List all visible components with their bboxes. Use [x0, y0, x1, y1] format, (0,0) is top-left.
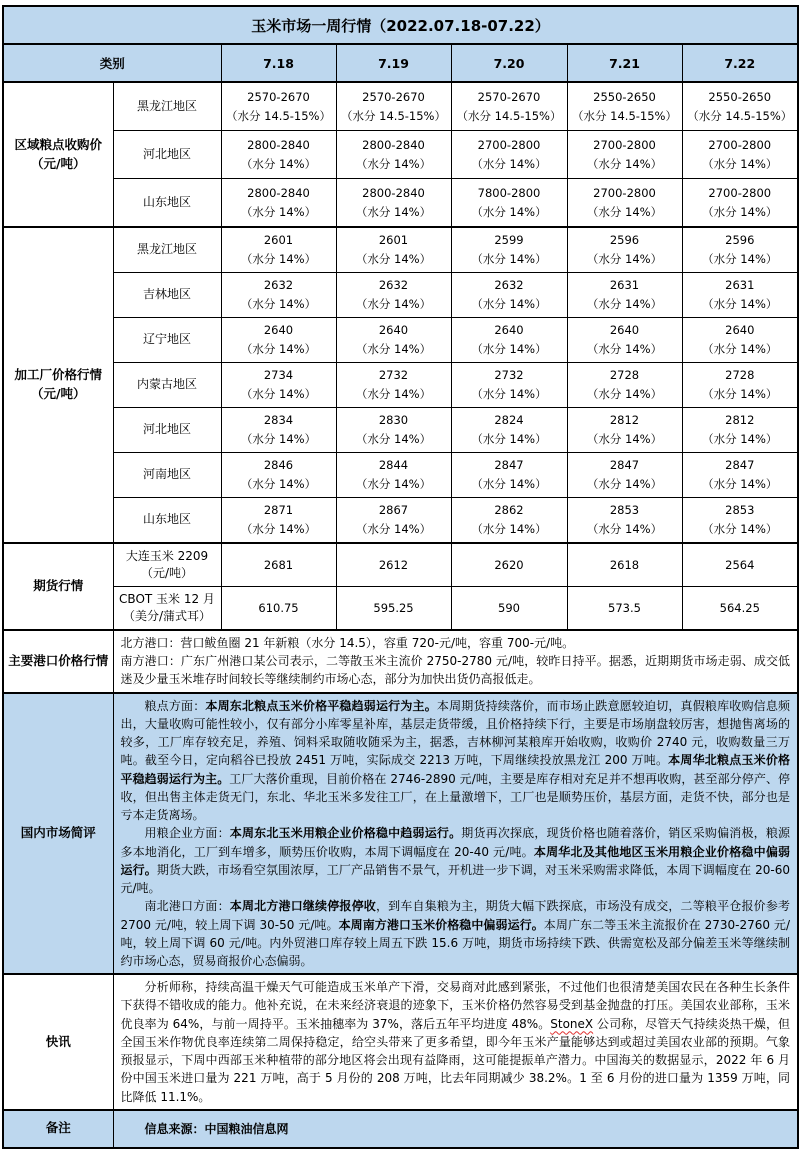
price-value-cell	[567, 179, 682, 228]
price-value-cell	[336, 82, 451, 131]
row-label-line: 大连玉米 2209	[125, 548, 209, 563]
price-value: 2867	[378, 503, 409, 518]
paragraph	[121, 697, 791, 825]
moisture-note: （水分 14%）	[471, 252, 547, 266]
price-row	[3, 587, 798, 631]
price-value-cell	[451, 273, 567, 318]
corn-market-weekly-table	[2, 5, 799, 1149]
price-value-cell	[682, 408, 798, 453]
price-value: 2847	[494, 458, 524, 473]
price-value: 2612	[378, 557, 409, 572]
price-value-cell	[336, 131, 451, 179]
price-value-cell	[451, 227, 567, 273]
moisture-note: （水分 14%）	[355, 342, 432, 356]
price-value: 2844	[378, 458, 409, 473]
price-value-cell	[567, 273, 682, 318]
price-value-cell	[567, 498, 682, 544]
moisture-note: （水分 14%）	[586, 204, 663, 219]
price-value-cell	[682, 498, 798, 544]
moisture-note: （水分 14%）	[355, 477, 432, 491]
price-value: 2824	[494, 413, 524, 428]
price-value-cell	[336, 587, 451, 631]
section-label-line: 期货行情	[33, 578, 84, 594]
row-label-line: 黑龙江地区	[136, 98, 197, 113]
price-value-cell	[451, 408, 567, 453]
paragraph	[121, 897, 791, 970]
price-value-cell	[682, 587, 798, 631]
row-label-line: 山东地区	[142, 512, 191, 527]
moisture-note: （水分 14%）	[702, 156, 778, 171]
price-value-cell	[336, 363, 451, 408]
price-value-cell	[567, 587, 682, 631]
price-value: 2631	[725, 278, 755, 293]
price-value: 2853	[609, 503, 640, 518]
price-value-cell	[451, 543, 567, 587]
text-segment: 分析师称，持续高温干燥天气可能造成玉米单产下滑，交易商对此感到紧张，不过他们也很清楚美国农民在各种生长条件下获得不错收成的能力。他补充说，在未来经济衰退的迹象下，玉米价格仍然容易受到基金抛盘的打压。美国农业部称，玉米优良率为 64%，与前一周持平。玉米抽穗率为 37%，落后五年平均进度 48%。	[120, 980, 791, 1031]
price-table-body	[3, 6, 798, 1148]
price-value-cell	[221, 498, 336, 544]
price-value-cell	[682, 273, 798, 318]
moisture-note: （水分 14%）	[586, 156, 663, 171]
review-label: 国内市场简评	[3, 693, 113, 975]
page-title: 玉米市场一周行情（2022.07.18-07.22）	[3, 6, 798, 44]
price-value-cell	[682, 227, 798, 273]
date-header: 7.20	[451, 44, 567, 82]
price-value: 2800-2840	[362, 185, 425, 200]
price-value: 2847	[725, 458, 755, 473]
price-value: 2800-2840	[247, 137, 310, 152]
text-segment: 公司称，尽管天气持续炎热干燥，但全国玉米作物优良率连续第二周保持稳定，给空头带来了更多希望，即今年玉米产量能够达到或超过美国农业部的预期。气象预报显示，下周中西部玉米种植带的部分地区将会出现有益降雨，这可能提振单产潜力。中国海关的数据显示，2022 年 6 月份中国玉米进口量为 221 万吨，高于 5 月份的 208 万吨，比去年同期减少 38.2%。1 至 6 月份的进口量为 1359 万吨，同比降低 11.1%。	[120, 1016, 791, 1104]
price-value: 2700-2800	[708, 137, 772, 152]
text-segment: 本周期货持续落价，而市场止跌意愿较迫切，真假粮库收购信息频出，大量收购可能性较小，仅有部分小库零星补库，基层走货带缓，且价格持续下行，主要是市场崩盘较厉害，想抛售离场的较多，工厂库存较充足，养殖、饲料采取随收随采为主，据悉，吉林柳河某粮库开始收购，收购价 2740 元，收购数量三万吨。截至今日，定向稻谷已投放 2451 万吨，实际成交 2213 万吨，下周继续投放黑龙江 200 万吨。	[120, 698, 791, 768]
row-label-line: （美分/蒲式耳）	[122, 609, 212, 623]
news-content	[113, 974, 798, 1110]
section-label-cell	[3, 543, 113, 630]
price-value-cell	[567, 82, 682, 131]
section-label-cell	[3, 82, 113, 227]
ports-label: 主要港口价格行情	[3, 630, 113, 693]
moisture-note: （水分 14%）	[586, 252, 663, 266]
price-value: 2700-2800	[593, 185, 656, 200]
price-value: 595.25	[373, 600, 414, 615]
row-label-cell	[113, 179, 221, 228]
moisture-note: （水分 14%）	[471, 297, 547, 311]
price-value-cell	[451, 363, 567, 408]
moisture-note: （水分 14%）	[702, 252, 778, 266]
row-label-line: 内蒙古地区	[136, 377, 197, 392]
moisture-note: （水分 14%）	[702, 204, 778, 219]
price-value-cell	[336, 408, 451, 453]
price-row	[3, 408, 798, 453]
row-label-line: 山东地区	[142, 194, 191, 209]
text-segment: 北方港口：营口鲅鱼圈 21 年新粮（水分 14.5），容重 720-元/吨，容重 700-元/吨。	[120, 636, 575, 650]
price-row	[3, 318, 798, 363]
price-value: 2728	[725, 368, 755, 383]
review-content	[113, 693, 798, 975]
price-value: 2601	[378, 233, 409, 248]
row-label-line: （元/吨）	[140, 566, 194, 580]
price-value-cell	[682, 179, 798, 228]
row-label-cell	[113, 498, 221, 544]
moisture-note: （水分 14.5-15%）	[341, 108, 446, 123]
row-label-cell	[113, 227, 221, 273]
price-value: 590	[498, 600, 520, 615]
paragraph	[121, 634, 791, 652]
row-label-line: 河北地区	[142, 146, 191, 161]
price-value-cell	[451, 453, 567, 498]
price-value-cell	[682, 131, 798, 179]
price-value: 2632	[263, 278, 294, 293]
moisture-note: （水分 14%）	[240, 297, 317, 311]
moisture-note: （水分 14%）	[471, 477, 547, 491]
price-row	[3, 498, 798, 544]
moisture-note: （水分 14%）	[586, 387, 663, 401]
text-segment: 南方港口：广东广州港口某公司表示，二等散玉米主流价 2750-2780 元/吨，较昨日持平。据悉，近期期货市场走弱、成交低迷及少量玉米堆存时间较长等继续制约市场心态，部分为加快出货仍高报低走。	[120, 654, 791, 687]
price-value-cell	[221, 408, 336, 453]
price-value-cell	[336, 179, 451, 228]
row-label-line: 黑龙江地区	[136, 242, 197, 257]
price-value: 2700-2800	[477, 137, 541, 152]
text-segment: 信息来源：中国粮油信息网	[144, 1121, 289, 1136]
moisture-note: （水分 14%）	[240, 432, 317, 446]
price-value-cell	[682, 543, 798, 587]
moisture-note: （水分 14%）	[240, 252, 317, 266]
price-value-cell	[451, 82, 567, 131]
moisture-note: （水分 14%）	[702, 342, 778, 356]
moisture-note: （水分 14.5-15%）	[687, 108, 793, 123]
ports-content	[113, 630, 798, 693]
paragraph	[121, 824, 791, 897]
price-value: 2632	[494, 278, 524, 293]
text-segment: 期货大跌，市场看空氛围浓厚，工厂产品销售不景气，开机进一步下调，对玉米采购需求降低，本周下调幅度在 20-60 元/吨。	[120, 862, 791, 896]
price-value: 2564	[725, 557, 755, 572]
text-segment: 工厂大落价重现，目前价格在 2746-2890 元/吨，主要是库存相对充足并不想再收购，甚至部分停产、停收，但出售主体走货无门，东北、华北玉米多发往工厂，在上量激增下，工厂也是顺势压价，基层方面，走货不快，部分也是亏本走货离场。	[120, 771, 791, 823]
section-label-line: （元/吨）	[30, 155, 86, 171]
price-value: 2846	[263, 458, 294, 473]
price-value: 2620	[494, 557, 524, 572]
price-value: 2871	[263, 503, 294, 518]
moisture-note: （水分 14%）	[471, 522, 547, 536]
price-value: 2681	[263, 557, 294, 572]
moisture-note: （水分 14%）	[240, 156, 317, 171]
price-value: 2734	[263, 368, 294, 383]
price-value-cell	[221, 82, 336, 131]
price-value: 2570-2670	[477, 89, 541, 104]
row-label-line: 河南地区	[142, 467, 191, 482]
news-row	[3, 974, 798, 1110]
price-value-cell	[221, 543, 336, 587]
price-value-cell	[451, 587, 567, 631]
moisture-note: （水分 14%）	[471, 387, 547, 401]
moisture-note: （水分 14%）	[702, 297, 778, 311]
moisture-note: （水分 14%）	[355, 387, 432, 401]
review-row	[3, 693, 798, 975]
price-value: 610.75	[258, 600, 299, 615]
price-value-cell	[567, 227, 682, 273]
text-segment: 本周东北玉米用粮企业价格稳中趋弱运行。	[229, 826, 462, 841]
text-segment: 粮点方面：	[144, 698, 206, 713]
moisture-note: （水分 14%）	[355, 297, 432, 311]
price-value: 2570-2670	[247, 89, 310, 104]
price-value: 2732	[494, 368, 524, 383]
text-segment: 本周华北粮点玉米价格平稳趋弱运行为主。	[120, 753, 791, 786]
price-value-cell	[451, 318, 567, 363]
price-value-cell	[336, 227, 451, 273]
ports-row	[3, 630, 798, 693]
price-value: 2570-2670	[362, 89, 425, 104]
row-label-cell	[113, 363, 221, 408]
price-value-cell	[567, 453, 682, 498]
section-label-line: （元/吨）	[30, 386, 86, 401]
price-value-cell	[451, 179, 567, 228]
price-value: 573.5	[608, 600, 641, 615]
moisture-note: （水分 14%）	[240, 342, 317, 356]
price-value-cell	[221, 227, 336, 273]
moisture-note: （水分 14%）	[355, 204, 432, 219]
text-segment: 本周北方港口继续停报停收	[229, 899, 376, 914]
price-value-cell	[221, 318, 336, 363]
price-value: 2812	[609, 413, 640, 428]
price-row	[3, 273, 798, 318]
price-value: 7800-2800	[477, 185, 541, 200]
price-value: 2853	[725, 503, 755, 518]
category-header: 类别	[3, 44, 221, 82]
row-label-line: 辽宁地区	[142, 332, 191, 347]
section-label-line: 加工厂价格行情	[14, 367, 102, 383]
date-header-row	[3, 44, 798, 82]
price-row	[3, 543, 798, 587]
row-label-line: CBOT 玉米 12 月	[119, 591, 215, 606]
price-value: 564.25	[719, 600, 760, 615]
text-segment: 本周东北粮点玉米价格平稳趋弱运行为主。	[205, 698, 437, 713]
price-value-cell	[682, 453, 798, 498]
moisture-note: （水分 14%）	[471, 432, 547, 446]
price-value-cell	[336, 543, 451, 587]
moisture-note: （水分 14%）	[240, 204, 317, 219]
spellcheck-flagged-text: StoneX	[550, 1016, 594, 1031]
row-label-cell	[113, 408, 221, 453]
price-value: 2800-2840	[247, 185, 310, 200]
moisture-note: （水分 14.5-15%）	[226, 108, 331, 123]
price-value-cell	[221, 273, 336, 318]
moisture-note: （水分 14%）	[702, 387, 778, 401]
price-value: 2640	[378, 323, 409, 338]
moisture-note: （水分 14%）	[240, 387, 317, 401]
price-value: 2640	[494, 323, 524, 338]
price-row	[3, 131, 798, 179]
price-value-cell	[221, 131, 336, 179]
price-value: 2728	[609, 368, 640, 383]
moisture-note: （水分 14%）	[702, 432, 778, 446]
text-segment: ，到车自集粮为主，期货大幅下跌探底，市场没有成交，二等粮平仓报价参考 2700 元/吨，较上周下调 30-50 元/吨。	[120, 899, 791, 932]
moisture-note: （水分 14%）	[702, 477, 778, 491]
price-row	[3, 453, 798, 498]
row-label-cell	[113, 273, 221, 318]
price-value-cell	[567, 408, 682, 453]
price-value-cell	[221, 363, 336, 408]
price-value: 2640	[609, 323, 640, 338]
price-value: 2631	[609, 278, 640, 293]
row-label-cell	[113, 587, 221, 631]
price-value-cell	[336, 498, 451, 544]
price-value-cell	[682, 318, 798, 363]
moisture-note: （水分 14%）	[702, 522, 778, 536]
title-row	[3, 6, 798, 44]
price-value: 2550-2650	[708, 89, 772, 104]
price-value: 2601	[263, 233, 294, 248]
price-value: 2862	[494, 503, 524, 518]
paragraph	[121, 652, 791, 688]
price-value-cell	[567, 543, 682, 587]
price-value-cell	[221, 453, 336, 498]
price-value: 2550-2650	[593, 89, 656, 104]
price-value: 2732	[378, 368, 409, 383]
price-value: 2800-2840	[362, 137, 425, 152]
note-label: 备注	[3, 1110, 113, 1148]
price-value: 2847	[609, 458, 640, 473]
moisture-note: （水分 14%）	[355, 522, 432, 536]
moisture-note: （水分 14%）	[355, 432, 432, 446]
price-value: 2618	[609, 557, 640, 572]
price-row	[3, 82, 798, 131]
price-value-cell	[682, 363, 798, 408]
moisture-note: （水分 14%）	[586, 297, 663, 311]
text-segment: 期货再次探底，现货价格也随着落价，销区采购偏消极，粮源多本地消化，工厂到车增多，顺势压价收购，本周下调幅度在 20-40 元/吨。	[120, 826, 791, 859]
moisture-note: （水分 14.5-15%）	[572, 108, 677, 123]
row-label-cell	[113, 318, 221, 363]
note-row	[3, 1110, 798, 1148]
date-header: 7.21	[567, 44, 682, 82]
price-value-cell	[221, 587, 336, 631]
price-row	[3, 363, 798, 408]
moisture-note: （水分 14%）	[471, 342, 547, 356]
price-value-cell	[451, 498, 567, 544]
text-segment: 本周华北及其他地区玉米用粮企业价格稳中偏弱运行。	[120, 844, 791, 877]
price-value: 2596	[609, 233, 640, 248]
moisture-note: （水分 14%）	[355, 156, 432, 171]
text-segment: 本周广东二等玉米主流报价在 2730-2760 元/吨，较上周下调 60 元/吨。内外贸港口库存较上周五下跌 15.6 万吨，期货市场持续下跌、供需宽松及部分偏差玉米等继续制约市场心态，贸易商报价心态偏弱。	[120, 917, 791, 968]
news-label: 快讯	[3, 974, 113, 1110]
row-label-cell	[113, 82, 221, 131]
text-segment: 南北港口方面：	[144, 899, 230, 914]
price-row	[3, 179, 798, 228]
row-label-cell	[113, 453, 221, 498]
row-label-line: 吉林地区	[142, 287, 191, 302]
price-value: 2596	[725, 233, 755, 248]
text-segment: 用粮企业方面：	[144, 826, 230, 841]
section-label-cell	[3, 227, 113, 543]
moisture-note: （水分 14%）	[471, 156, 547, 171]
text-segment: 本周南方港口玉米价格稳中偏弱运行。	[338, 917, 544, 932]
price-value: 2599	[494, 233, 524, 248]
price-value: 2640	[725, 323, 755, 338]
moisture-note: （水分 14%）	[586, 477, 663, 491]
price-value: 2834	[263, 413, 294, 428]
paragraph	[121, 1120, 791, 1138]
row-label-cell	[113, 543, 221, 587]
price-value-cell	[567, 131, 682, 179]
price-value: 2640	[263, 323, 294, 338]
row-label-cell	[113, 131, 221, 179]
section-label-line: 区域粮点收购价	[14, 136, 102, 152]
date-header: 7.18	[221, 44, 336, 82]
moisture-note: （水分 14%）	[471, 204, 547, 219]
moisture-note: （水分 14%）	[586, 342, 663, 356]
moisture-note: （水分 14%）	[240, 522, 317, 536]
price-value: 2632	[378, 278, 409, 293]
moisture-note: （水分 14%）	[355, 252, 432, 266]
moisture-note: （水分 14%）	[586, 432, 663, 446]
price-value-cell	[567, 363, 682, 408]
moisture-note: （水分 14%）	[240, 477, 317, 491]
date-header: 7.22	[682, 44, 798, 82]
price-value: 2700-2800	[708, 185, 772, 200]
price-value-cell	[336, 453, 451, 498]
price-value-cell	[221, 179, 336, 228]
moisture-note: （水分 14.5-15%）	[456, 108, 562, 123]
price-value-cell	[336, 273, 451, 318]
price-value-cell	[682, 82, 798, 131]
price-value-cell	[451, 131, 567, 179]
date-header: 7.19	[336, 44, 451, 82]
paragraph	[121, 978, 791, 1106]
price-row	[3, 227, 798, 273]
moisture-note: （水分 14%）	[586, 522, 663, 536]
price-value-cell	[567, 318, 682, 363]
row-label-line: 河北地区	[142, 422, 191, 437]
price-value: 2812	[725, 413, 755, 428]
price-value: 2700-2800	[593, 137, 656, 152]
price-value: 2830	[378, 413, 409, 428]
price-value-cell	[336, 318, 451, 363]
note-content	[113, 1110, 798, 1148]
